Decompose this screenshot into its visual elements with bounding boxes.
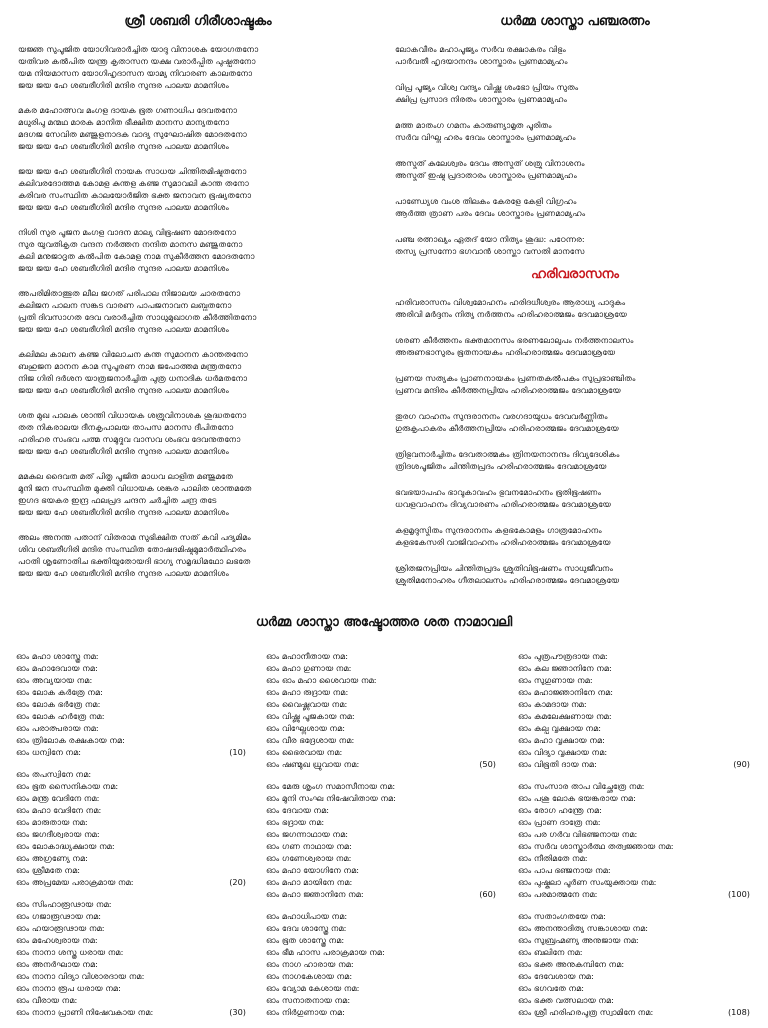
name-row: [16, 852, 246, 864]
name-text: ഓം അനർഘായ നമ:: [16, 959, 98, 969]
name-text: ഓം ത്രിലോക രക്ഷകായ നമ:: [16, 735, 125, 745]
name-row: [16, 828, 246, 840]
name-text: ഓം നാനാ വിദ്യാ വിശാരദായ നമ:: [16, 971, 145, 981]
verse-line: ജയ ജയ ഹേ ശബരീഗിരി നായക സാധയ ചിന്തിതമിഷ്ടതനോ: [18, 166, 247, 176]
name-row: [16, 876, 246, 888]
verse-line: പ്രണവ മന്ദിരം കീർത്തനപ്രിയം ഹരിഹരാത്മജം ദേവമാശ്രയേ: [395, 385, 621, 395]
verse-line: ജയ ജയ ഹേ ശബരീഗിരി മന്ദിര സുന്ദര പാലയ മാമനിശം: [18, 141, 229, 151]
name-text: ഓം പരാത്പരായ നമ:: [16, 723, 99, 733]
name-text: ഓം ശ്രീ ഹരിഹരപുത്ര സ്വാമിനേ നമ:: [518, 1007, 654, 1017]
verse-line: ജയ ജയ ഹേ ശബരീഗിരി മന്ദിര സുന്ദര പാലയ മാമനിശം: [18, 263, 229, 273]
name-group: [266, 910, 496, 1018]
name-text: ഓം മഹാ രുദ്രായ നമ:: [266, 687, 349, 697]
name-text: ഓം മന്ത്ര വേദിനേ നമ:: [16, 793, 100, 803]
name-text: ഓം ശ്രീമതേ നമ:: [16, 865, 80, 875]
name-row: [16, 674, 246, 686]
name-row: [16, 780, 246, 792]
name-row: [518, 746, 750, 758]
name-text: ഓം പാപ ഭഞ്ജനായ നമ:: [518, 865, 611, 875]
count-label: (90): [733, 759, 750, 769]
name-row: [16, 746, 246, 758]
name-text: ഓം അവ്യയായ നമ:: [16, 675, 93, 685]
name-group: [266, 650, 496, 770]
name-text: ഓം സുബ്രഹ്മണ്യ അനുജായ നമ:: [518, 935, 639, 945]
name-row: [266, 662, 496, 674]
verse: [395, 157, 755, 181]
verse-line: അപരിമിതാത്ഭുത ലീല ജഗത് പരിപാല നിജാലയ ചാരതനോ: [18, 288, 241, 298]
right-title: ധർമ്മ ശാസ്താ പഞ്ചരത്നം: [500, 14, 650, 29]
name-row: [518, 792, 750, 804]
name-row: [16, 1006, 246, 1018]
name-text: ഓം പുഷ്കലാ പൂർണ സംയുക്തായ നമ:: [518, 877, 657, 887]
name-text: ഓം ഭക്ത അനുകമ്പിനേ നമ:: [518, 959, 625, 969]
name-text: ഓം നാനാ പ്രാണി നിഷേവകായ നമ:: [16, 1007, 154, 1017]
name-row: [518, 958, 750, 970]
name-row: [518, 922, 750, 934]
verse-line: അലം അനന്ത പതാന് വിതരാമ സുഭിക്ഷിത സത് കവി പദ്യമിമം: [18, 532, 251, 542]
names-column-2: [266, 650, 496, 1028]
names-column-1: [16, 650, 246, 1028]
name-text: ഓം ഭക്ത വത്സലായ നമ:: [518, 995, 614, 1005]
verse: [395, 562, 755, 586]
name-text: ഓം ബലിനേ നമ:: [518, 947, 583, 957]
name-row: [16, 934, 246, 946]
name-row: [16, 686, 246, 698]
verse: [395, 486, 755, 510]
name-group: [518, 650, 750, 770]
right-verses: [395, 43, 755, 257]
name-row: [518, 1006, 750, 1018]
verse: [395, 195, 755, 219]
name-row: [518, 934, 750, 946]
name-row: [518, 710, 750, 722]
verse-line: ത്രിദശപൂജിതം ചിന്തിതപ്രദം ഹരിഹരാത്മജം ദേവമാശ്രയേ: [395, 461, 607, 471]
name-row: [266, 674, 496, 686]
verse: [395, 372, 755, 396]
verse-line: കളമൃദുസ്മിതം സുന്ദരാനനം കളഭകോമളം ഗാത്രമോഹനം: [395, 525, 602, 535]
verse: [395, 334, 755, 358]
name-text: ഓം ലോക കർത്രേ നമ:: [16, 687, 103, 697]
verse-line: പ്രതി ദിവസാഗത ദേവ വരാർച്ചിത സാധുമുഖാഗത കീർത്തിതനോ: [18, 312, 257, 322]
verse-line: കരിവര സംസ്ഥിത കാലയോർജിത ഭക്ത ജനാവന ഭൂഷ്യതനോ: [18, 190, 252, 200]
verse-line: ഹരിഹര സംഭവ പത്മ സമുദ്ഭവ വാസവ ശംഭവ ദേവനുതനോ: [18, 434, 241, 444]
verse-line: ത്രിഭുവനാർച്ചിതം ദേവതാത്മകം ത്രിനയനാനന്ദം ദിവ്യദേശികം: [395, 449, 620, 459]
name-text: ഓം നാനാ ശസ്ത്ര ധരായ നമ:: [16, 947, 124, 957]
name-row: [266, 710, 496, 722]
name-row: [518, 828, 750, 840]
name-row: [16, 792, 246, 804]
verse: [18, 409, 378, 457]
verse: [18, 287, 378, 335]
name-row: [16, 698, 246, 710]
name-text: ഓം മഹാ വൃക്ഷായ നമ:: [518, 735, 605, 745]
verse-line: ജയ ജയ ഹേ ശബരീഗിരി മന്ദിര സുന്ദര പാലയ മാമനിശം: [18, 507, 229, 517]
verse-line: ഭവഭയാപഹം ഭാവുകാവഹം ഭുവനമോഹനം ഭൂതിഭൂഷണം: [395, 487, 601, 497]
name-row: [518, 816, 750, 828]
verse-line: ധവളവാഹനം ദിവ്യവാരണം ഹരിഹരാത്മജം ദേവമാശ്രയേ: [395, 499, 611, 509]
verse-line: ശ്രുതിമനോഹരം ഗീതലാലസം ഹരിഹരാത്മജം ദേവമാശ്രയേ: [395, 575, 620, 585]
name-group: [518, 780, 750, 900]
name-row: [518, 734, 750, 746]
name-text: ഓം കമലേക്ഷണായ നമ:: [518, 711, 612, 721]
name-text: ഓം ഹയാരൂഢായ നമ:: [16, 923, 105, 933]
name-text: ഓം പരമാത്മനേ നമ:: [518, 889, 598, 899]
verse: [395, 448, 755, 472]
verse: [18, 43, 378, 91]
name-row: [518, 698, 750, 710]
name-row: [266, 758, 496, 770]
verse-line: കലിവരദോത്തമ കോമള കുന്തള കഞ്ജ സുമാവലി കാന്ത തനോ: [18, 178, 249, 188]
right-title-2: ഹരിവരാസനം: [531, 267, 619, 282]
name-row: [266, 888, 496, 900]
name-text: ഓം മേരു ശൃംഗ സമാസീനായ നമ:: [266, 781, 396, 791]
name-text: ഓം കാമദായ നമ:: [518, 699, 587, 709]
name-row: [518, 910, 750, 922]
name-text: ഓം വ്യോമ കേശായ നമ:: [266, 983, 360, 993]
name-row: [518, 662, 750, 674]
name-text: ഓം ലോകാദ്ധ്യക്ഷായ നമ:: [16, 841, 115, 851]
name-row: [518, 864, 750, 876]
name-text: ഓം നാഗകേശായ നമ:: [266, 971, 353, 981]
name-row: [16, 734, 246, 746]
name-text: ഓം ലോക ഹർത്രേ നമ:: [16, 711, 105, 721]
name-text: ഓം വിദ്യാ വൃക്ഷായ നമ:: [518, 747, 608, 757]
namavali-section: [0, 615, 768, 630]
verse-line: ജയ ജയ ഹേ ശബരീഗിരി മന്ദിര സുന്ദര പാലയ മാമനിശം: [18, 385, 229, 395]
name-text: ഓം സംസാര താപ വിച്ഛേത്രേ നമ:: [518, 781, 645, 791]
verse: [395, 524, 755, 548]
verse-line: മധുരിപു മന്മഥ മാരക മാനിത ഭീക്ഷിത മാനസ മാന്യതനോ: [18, 117, 230, 127]
name-text: ഓം മഹാ യോഗിനേ നമ:: [266, 865, 359, 875]
name-row: [16, 970, 246, 982]
name-row: [518, 674, 750, 686]
name-row: [266, 840, 496, 852]
name-row: [518, 650, 750, 662]
name-text: ഓം സിംഹാരൂഢായ നമ:: [16, 899, 112, 909]
verse-line: യജ്ഞ സുപൂജിത യോഗിവരാർച്ചിത യാദു വിനാശക യോഗതനോ: [18, 44, 259, 54]
count-label: (108): [727, 1007, 750, 1017]
name-row: [518, 982, 750, 994]
name-row: [16, 958, 246, 970]
name-row: [266, 864, 496, 876]
name-text: ഓം പര ഗർവ വിഭഞ്ജനായ നമ:: [518, 829, 638, 839]
verse-line: ശരണ കീർത്തനം ഭക്തമാനസം ഭരണലോലുപം നർത്തനാലസം: [395, 335, 634, 345]
verse-line: പഠതി ശൃണോതിച ഭക്തിയുതോയദി ഭാഗ്യ സമൃദ്ധിമഥോ ലഭതേ: [18, 556, 251, 566]
name-row: [266, 650, 496, 662]
name-row: [518, 780, 750, 792]
name-text: ഓം നിർഗുണായ നമ:: [266, 1007, 345, 1017]
name-text: ഓം മഹാ ജ്ഞാനിനേ നമ:: [266, 889, 364, 899]
name-row: [266, 982, 496, 994]
name-row: [16, 722, 246, 734]
name-row: [518, 994, 750, 1006]
name-text: ഓം വൈഷ്ണവായ നമ:: [266, 699, 348, 709]
name-row: [16, 898, 246, 910]
verse-line: മദഗജ സേവിത മഞ്ജുളനാദക വാദ്യ സുഘോഷിത മോദതനോ: [18, 129, 247, 139]
name-row: [266, 994, 496, 1006]
verse-line: അസ്മത് ഇഷ്ട പ്രദാതാരം ശാസ്താരം പ്രണമാമ്യഹം: [395, 170, 577, 180]
name-text: ഓം മഹേശ്വരായ നമ:: [16, 935, 98, 945]
name-row: [518, 852, 750, 864]
name-row: [16, 910, 246, 922]
name-row: [266, 934, 496, 946]
verse-line: തസ്യ പ്രസന്നോ ഭഗവാൻ ശാസ്താ വസതി മാനസേ: [395, 246, 585, 256]
count-label: (30): [229, 1007, 246, 1017]
verse-line: പഞ്ച രത്നാഖ്യം ഏതദ് യോ നിത്യം ശുദ്ധ: പഠേന്നര:: [395, 234, 585, 244]
name-text: ഓം നീതിമതേ നമ:: [518, 853, 588, 863]
verse-line: അസ്മത് കുലേശ്വരം ദേവം അസ്മത് ശത്രു വിനാശനം: [395, 158, 585, 168]
name-text: ഓം പശു ലോക ഭയങ്കരായ നമ:: [518, 793, 636, 803]
name-row: [518, 722, 750, 734]
verse-line: വിപ്ര പൂജ്യം വിശ്വ വന്ദ്യം വിഷ്ണു ശംഭോ പ്രിയം സുതം: [395, 82, 579, 92]
name-text: ഓം ജഗദീശ്വരായ നമ:: [16, 829, 100, 839]
verse-line: തത നികരാലയ ദീനകൃപാലയ താപസ മാനസ ദീപിതനോ: [18, 422, 234, 432]
name-text: ഓം ഭൈരവായ നമ:: [266, 747, 343, 757]
bottom-title: ധർമ്മ ശാസ്താ അഷ്ടോത്തര ശത നാമാവലി: [255, 615, 513, 630]
verse-line: കളഭകേസരി വാജിവാഹനം ഹരിഹരാത്മജം ദേവമാശ്രയേ: [395, 537, 611, 547]
verse-line: നിശി സുര പൂജന മംഗള വാദന മാല്യ വിഭൂഷണ മോദതനോ: [18, 227, 236, 237]
verse: [395, 233, 755, 257]
name-text: ഓം ഭീമ ഹാസ പരാക്രമായ നമ:: [266, 947, 385, 957]
name-row: [266, 1006, 496, 1018]
name-text: ഓം തപസ്വിനേ നമ:: [16, 769, 92, 779]
count-label: (20): [229, 877, 246, 887]
name-row: [266, 946, 496, 958]
name-row: [518, 840, 750, 852]
verse-line: കലിമല കാലന കഞ്ജ വിലോചന കുന്ത സുമാനന കാന്തതനോ: [18, 349, 248, 359]
name-text: ഓം ഭൂത ശാസ്ത്രേ നമ:: [266, 935, 345, 945]
verse: [395, 410, 755, 434]
verse: [395, 119, 755, 143]
count-label: (50): [479, 759, 496, 769]
right-verses-2: [395, 296, 755, 586]
right-column: [395, 10, 755, 600]
name-text: ഓം ഭഗവതേ നമ:: [518, 983, 585, 993]
name-text: ഓം സതാംഗതയേ നമ:: [518, 911, 606, 921]
count-label: (10): [229, 747, 246, 757]
name-row: [16, 662, 246, 674]
verse-line: തുരഗ വാഹനം സുന്ദരാനനം വരഗദായുധം ദേവവർണ്ണിതം: [395, 411, 608, 421]
name-text: ഓം ദേവേശായ നമ:: [518, 971, 594, 981]
name-text: ഓം വിഷ്ണു പൂജകായ നമ:: [266, 711, 355, 721]
name-text: ഓം നാഗ ഹാരായ നമ:: [266, 959, 354, 969]
name-row: [16, 816, 246, 828]
verse: [395, 296, 755, 320]
name-row: [266, 828, 496, 840]
left-verses: [18, 43, 378, 579]
name-text: ഓം ധന്വിനേ നമ:: [16, 747, 82, 757]
name-group: [16, 650, 246, 758]
name-row: [16, 710, 246, 722]
verse-line: ഹരിവരാസനം വിശ്വമോഹനം ഹരിദധീശ്വരം ആരാധ്യ പാദുകം: [395, 297, 626, 307]
verse: [18, 165, 378, 213]
left-column: [18, 10, 378, 592]
name-row: [266, 816, 496, 828]
verse: [395, 43, 755, 67]
name-row: [518, 758, 750, 770]
name-text: ഓം വിഭൂതി ദായ നമ:: [518, 759, 597, 769]
name-text: ഓം ഗണ നാഥായ നമ:: [266, 841, 352, 851]
verse-line: ശത മുഖ പാലക ശാന്തി വിധായക ശത്രുവിനാശക ശുദ്ധതനോ: [18, 410, 247, 420]
name-text: ഓം മഹാ മായിനേ നമ:: [266, 877, 353, 887]
verse: [18, 226, 378, 274]
name-row: [266, 792, 496, 804]
name-text: ഓം അനന്താദിത്യ സങ്കാശായ നമ:: [518, 923, 649, 933]
name-row: [16, 804, 246, 816]
name-row: [16, 922, 246, 934]
name-row: [266, 686, 496, 698]
name-text: ഓം നാനാ രൂപ ധരായ നമ:: [16, 983, 121, 993]
name-row: [518, 804, 750, 816]
name-text: ഓം മഹാദേവായ നമ:: [16, 663, 98, 673]
name-row: [266, 958, 496, 970]
verse-line: ഇഗദ ഭയകര ഇന്ദ്ര ഫലപ്രദ ചന്ദന ചർച്ചിത ചന്ദ്ര തടേ: [18, 495, 217, 505]
verse-line: ശ്രിതജനപ്രിയം ചിന്തിതപ്രദം ശ്രുതിവിഭൂഷണം സാധുജീവനം: [395, 563, 613, 573]
name-row: [266, 970, 496, 982]
name-text: ഓം സനാതനായ നമ:: [266, 995, 351, 1005]
verse-line: ജയ ജയ ഹേ ശബരീഗിരി മന്ദിര സുന്ദര പാലയ മാമനിശം: [18, 446, 229, 456]
verse-line: സർവ വിഘ്ന ഹരം ദേവം ശാസ്താരം പ്രണമാമ്യഹം: [395, 132, 576, 142]
verse-line: ബഹുജന മാനന കാമ സുപൂരണ നാമ ജപോത്തമ മന്ത്രതനോ: [18, 361, 242, 371]
name-text: ഓം മഹാ ശാസ്ത്രേ നമ:: [16, 651, 99, 661]
verse-line: ആർത്ത ത്രാണ പരം ദേവം ശാസ്താരം പ്രണമാമ്യഹം: [395, 208, 586, 218]
verse-line: ജയ ജയ ഹേ ശബരീഗിരി മന്ദിര സുന്ദര പാലയ മാമനിശം: [18, 324, 229, 334]
verse-line: മുനി ജന സംസ്ഥിത മുക്തി വിധായക ശങ്കര പാലിത ശാന്തമതേ: [18, 483, 252, 493]
name-text: ഓം മഹാ വേദിനേ നമ:: [16, 805, 102, 815]
verse-line: ജയ ജയ ഹേ ശബരീഗിരി മന്ദിര സുന്ദര പാലയ മാമനിശം: [18, 202, 229, 212]
names-column-3: [518, 650, 750, 1028]
verse-line: ഗുരുകൃപാകരം കീർത്തനപ്രിയം ഹരിഹരാത്മജം ദേവമാശ്രയേ: [395, 423, 619, 433]
name-row: [16, 994, 246, 1006]
name-text: ഓം മുനി സംഘ നിഷേവിതായ നമ:: [266, 793, 396, 803]
verse-line: ജയ ജയ ഹേ ശബരീഗിരി മന്ദിര സുന്ദര പാലയ മാമനിശം: [18, 80, 229, 90]
name-group: [16, 898, 246, 1018]
name-row: [266, 698, 496, 710]
verse-line: കലിജന പാലന സങ്കട വാരണ പാപജനാവന ലബ്ധതനോ: [18, 300, 232, 310]
name-text: ഓം രോഗ ഹന്ത്രേ നമ:: [518, 805, 602, 815]
verse: [18, 470, 378, 518]
name-text: ഓം കല ജ്ഞാനിനേ നമ:: [518, 663, 612, 673]
verse-line: നിജ ഗിരി ദർശന യാത്രജനാർച്ചിത പുത്ര ധനാദിക ധർമതനോ: [18, 373, 248, 383]
name-text: ഓം ഗജാരൂഢായ നമ:: [16, 911, 102, 921]
verse: [18, 531, 378, 579]
name-text: ഓം വീര ഭദ്രേശായ നമ:: [266, 735, 355, 745]
name-row: [266, 734, 496, 746]
name-text: ഓം പ്രാണ ദാത്രേ നമ:: [518, 817, 601, 827]
name-row: [518, 686, 750, 698]
verse-line: ജയ ജയ ഹേ ശബരീഗിരി മന്ദിര സുന്ദര പാലയ മാമനിശം: [18, 568, 229, 578]
name-text: ഓം ഗണേശ്വരായ നമ:: [266, 853, 352, 863]
verse-line: പാർവതീ ഹൃദയാനന്ദം ശാസ്താരം പ്രണമാമ്യഹം: [395, 56, 568, 66]
name-text: ഓം ഭൂത സൈനികായ നമ:: [16, 781, 119, 791]
name-text: ഓം പുത്രപൗത്രദായ നമ:: [518, 651, 608, 661]
verse-line: ക്ഷിപ്ര പ്രസാദ നിരതം ശാസ്താരം പ്രണമാമ്യഹം: [395, 94, 567, 104]
verse-line: യമ നിയമാസന യോഗിഹൃദാസന യാമ്യ നിവാരണ കാലതനോ: [18, 68, 253, 78]
name-row: [266, 876, 496, 888]
name-text: ഓം ദേവ ശാസ്ത്രേ നമ:: [266, 923, 347, 933]
name-row: [16, 864, 246, 876]
name-row: [266, 780, 496, 792]
name-row: [518, 970, 750, 982]
name-text: ഓം ദേവായ നമ:: [266, 805, 330, 815]
name-row: [518, 946, 750, 958]
name-text: ഓം കല്പ വൃക്ഷായ നമ:: [518, 723, 601, 733]
verse-line: സുര യുവതികൃത വന്ദന നർത്തന നന്ദിത മാനസ മഞ്ജുതനോ: [18, 239, 243, 249]
name-group: [266, 780, 496, 900]
verse-line: ശിവ ശബരീഗിരി മന്ദിര സംസ്ഥിത തോഷദമിഷ്ടമുമാർത്ഥിഹരം: [18, 544, 247, 554]
name-text: ഓം ഷണ്മുഖ ധ്രുവായ നമ:: [266, 759, 360, 769]
name-text: ഓം വിഘ്നേശായ നമ:: [266, 723, 346, 733]
verse-line: അരുണഭാസുരം ഭൂതനായകം ഹരിഹരാത്മജം ദേവമാശ്രയേ: [395, 347, 616, 357]
verse-line: അരിവി മർദ്ദനം നിത്യ നർത്തനം ഹരിഹരാത്മജം ദേവമാശ്രയേ: [395, 309, 627, 319]
name-text: ഓം മഹാധിപായ നമ:: [266, 911, 348, 921]
count-label: (100): [727, 889, 750, 899]
verse-line: പ്രണയ സത്യകം പ്രാണനായകം പ്രണതകൽപകം സുപ്രഭാഞ്ചിതം: [395, 373, 636, 383]
name-row: [16, 650, 246, 662]
name-text: ഓം അപ്രമേയ പരാക്രമായ നമ:: [16, 877, 134, 887]
name-text: ഓം അഗ്രണ്യേ നമ:: [16, 853, 88, 863]
name-text: ഓം വീരായ നമ:: [16, 995, 78, 1005]
name-text: ഓം മഹാജ്ഞാനിനേ നമ:: [518, 687, 614, 697]
name-row: [266, 910, 496, 922]
name-row: [16, 982, 246, 994]
name-row: [266, 746, 496, 758]
name-text: ഓം സർവ ശാസ്ത്രാർത്ഥ തത്വജ്ഞായ നമ:: [518, 841, 674, 851]
count-label: (60): [479, 889, 496, 899]
verse-line: കലി മനുജാദൃത കൽപിത കോമള നാമ സുകീർത്തന മോദതനോ: [18, 251, 255, 261]
name-row: [266, 852, 496, 864]
verse-line: പാണ്ഡ്യേശ വംശ തിലകം കേരളേ കേളി വിഗ്രഹം: [395, 196, 577, 206]
verse: [18, 104, 378, 152]
name-row: [266, 922, 496, 934]
verse-line: ലോകവീരം മഹാപൂജ്യം സർവ രക്ഷാകരം വിഭും: [395, 44, 566, 54]
name-text: ഓം ലോക ഭർത്രേ നമ:: [16, 699, 101, 709]
name-row: [16, 768, 246, 780]
name-text: ഓം ഓം മഹാ ശൈവായ നമ:: [266, 675, 377, 685]
verse-line: മകര മഹോത്സവ മംഗള ദായക ഭൂത ഗണാധിപ ദേവതനോ: [18, 105, 238, 115]
name-row: [518, 876, 750, 888]
verse-line: മത്ത മാതംഗ ഗമനം കാരുണ്യാമൃത പൂരിതം: [395, 120, 552, 130]
name-text: ഓം ജഗന്നാഥായ നമ:: [266, 829, 348, 839]
name-text: ഓം സുഗുണായ നമ:: [518, 675, 593, 685]
name-text: ഓം മഹാ ഗുണായ നമ:: [266, 663, 352, 673]
name-text: ഓം മഹാനീതായ നമ:: [266, 651, 348, 661]
name-text: ഓം ഭദ്രായ നമ:: [266, 817, 325, 827]
name-row: [16, 946, 246, 958]
name-group: [518, 910, 750, 1018]
name-row: [266, 804, 496, 816]
verse: [395, 81, 755, 105]
verse-line: യതിവര കൽപിത യന്ത്ര കൃതാസന യക്ഷ വരാർപ്പിത പുഷ്പതനോ: [18, 56, 256, 66]
name-row: [518, 888, 750, 900]
name-text: ഓം മാരുതായ നമ:: [16, 817, 88, 827]
left-title: ശ്രീ ശബരി ഗിരീശാഷ്ടകം: [124, 14, 272, 29]
name-row: [16, 840, 246, 852]
name-row: [266, 722, 496, 734]
verse: [18, 348, 378, 396]
name-group: [16, 768, 246, 888]
verse-line: മമകുല ദൈവത മത് പിതൃ പൂജിത മാധവ ലാളിത മഞ്ജുമതേ: [18, 471, 233, 481]
